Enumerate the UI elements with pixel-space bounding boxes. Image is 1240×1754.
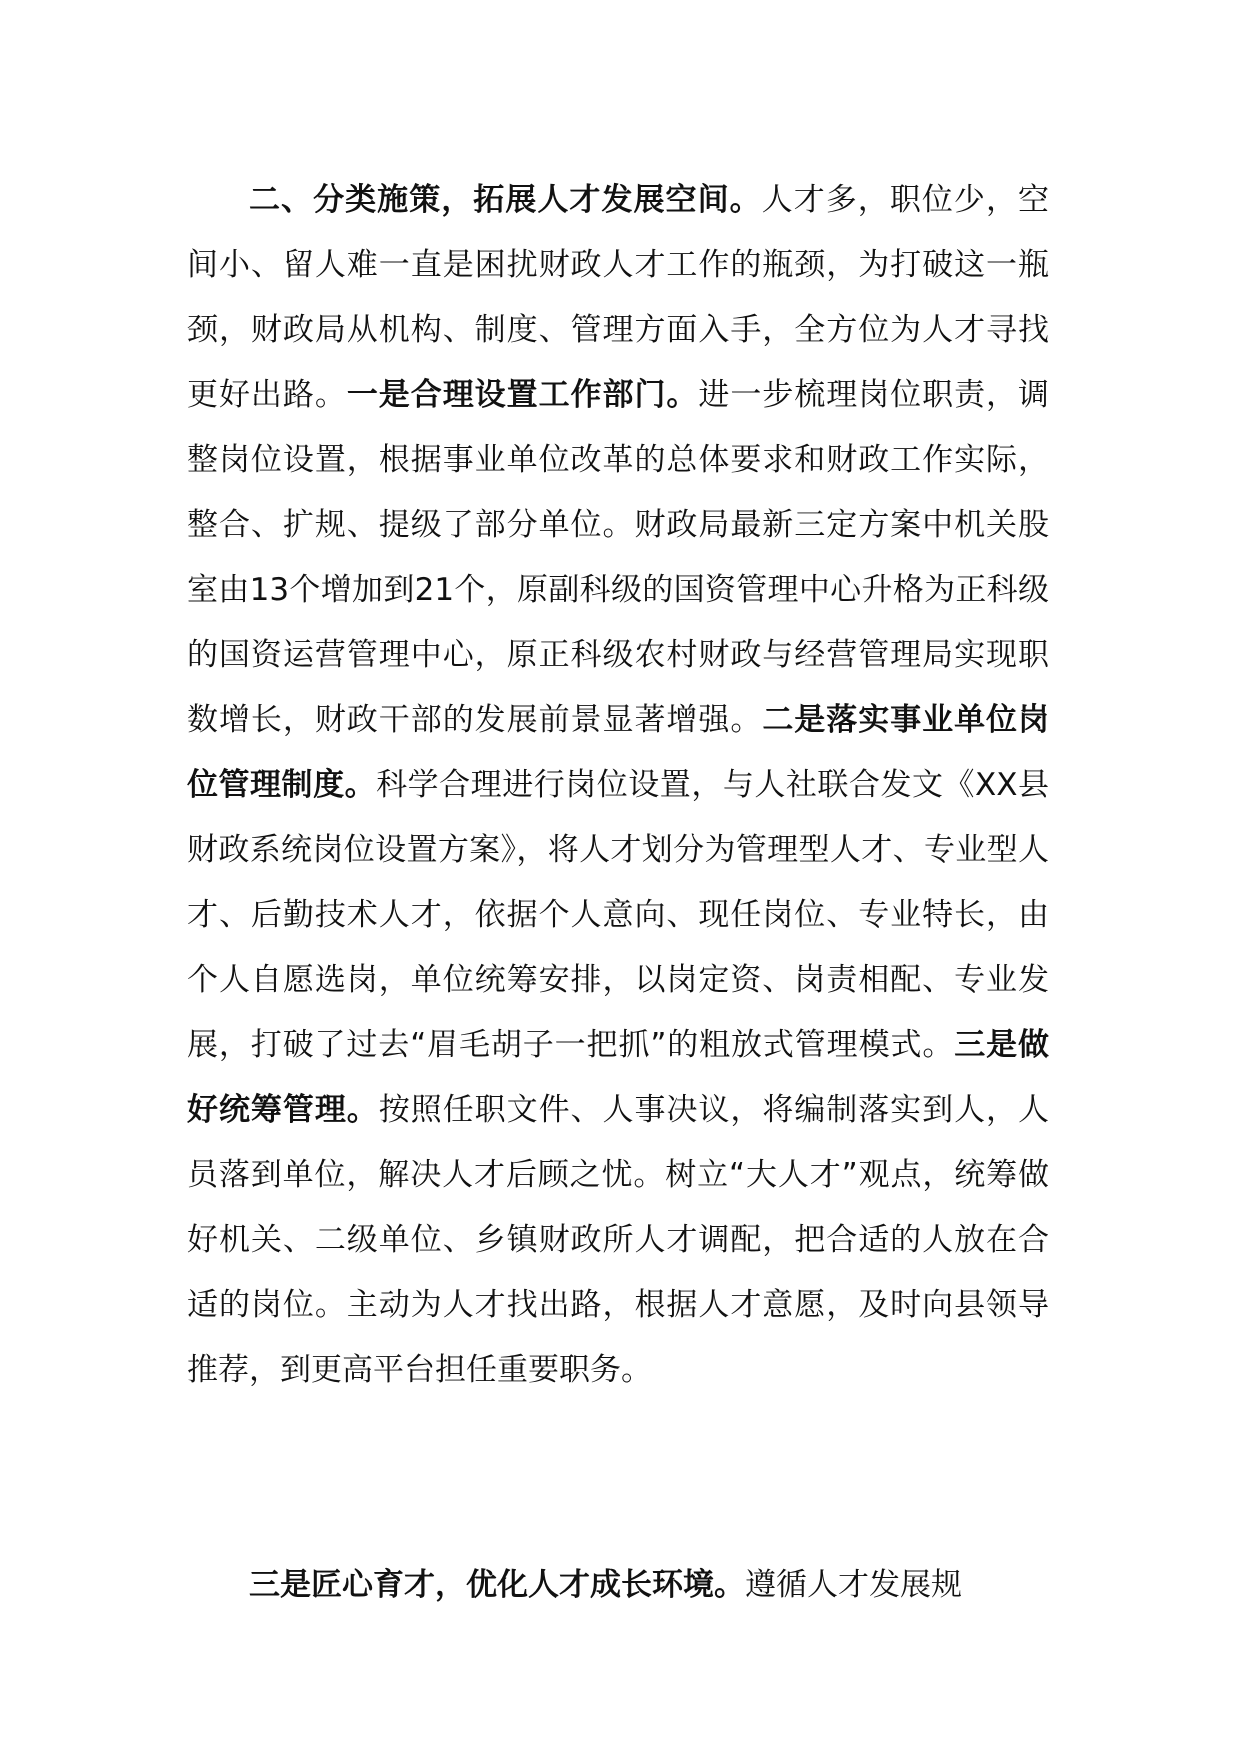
paragraph-two	[187, 168, 1049, 1403]
paragraph-three-heading: 三是匠心育才，优化人才成长环境。	[249, 1567, 745, 1603]
paragraph-two-heading: 二、分类施策，拓展人才发展空间。	[249, 182, 762, 218]
document-body	[187, 168, 1049, 1403]
paragraph-two-intro: 人才多，职位少，空间小、留人难一直是困扰财政人才工作的瓶颈，为打破这一瓶颈，财政局从机构、制度、管理方面入手，全方位为人才寻找更好出路。	[187, 182, 1050, 413]
point-one-heading: 一是合理设置工作部门。	[346, 377, 699, 413]
point-two-heading: 二是落实事业单位岗位管理制度。	[187, 702, 1050, 803]
point-two-text: 科学合理进行岗位设置，与人社联合发文《XX县财政系统岗位设置方案》，将人才划分为管理型人才、专业型人才、后勤技术人才，依据个人意向、现任岗位、专业特长，由个人自愿选岗，单位统筹安排，以岗定资、岗责相配、专业发展，打破了过去“眉毛胡子一把抓”的粗放式管理模式。	[187, 767, 1049, 1063]
paragraph-three-text: 遵循人才发展规	[745, 1567, 962, 1603]
point-three-text: 按照任职文件、人事决议，将编制落实到人，人员落到单位，解决人才后顾之忧。树立“大人才”观点，统筹做好机关、二级单位、乡镇财政所人才调配，把合适的人放在合适的岗位。主动为人才找出路，根据人才意愿，及时向县领导推荐，到更高平台担任重要职务。	[187, 1092, 1050, 1388]
point-three-heading: 三是做好统筹管理。	[187, 1027, 1050, 1128]
paragraph-three	[187, 1553, 1049, 1618]
point-one-text: 进一步梳理岗位职责，调整岗位设置，根据事业单位改革的总体要求和财政工作实际，整合、扩规、提级了部分单位。财政局最新三定方案中机关股室由13个增加到21个，原副科级的国资管理中心升格为正科级的国资运营管理中心，原正科级农村财政与经营管理局实现职数增长，财政干部的发展前景显著增强。	[187, 377, 1050, 738]
